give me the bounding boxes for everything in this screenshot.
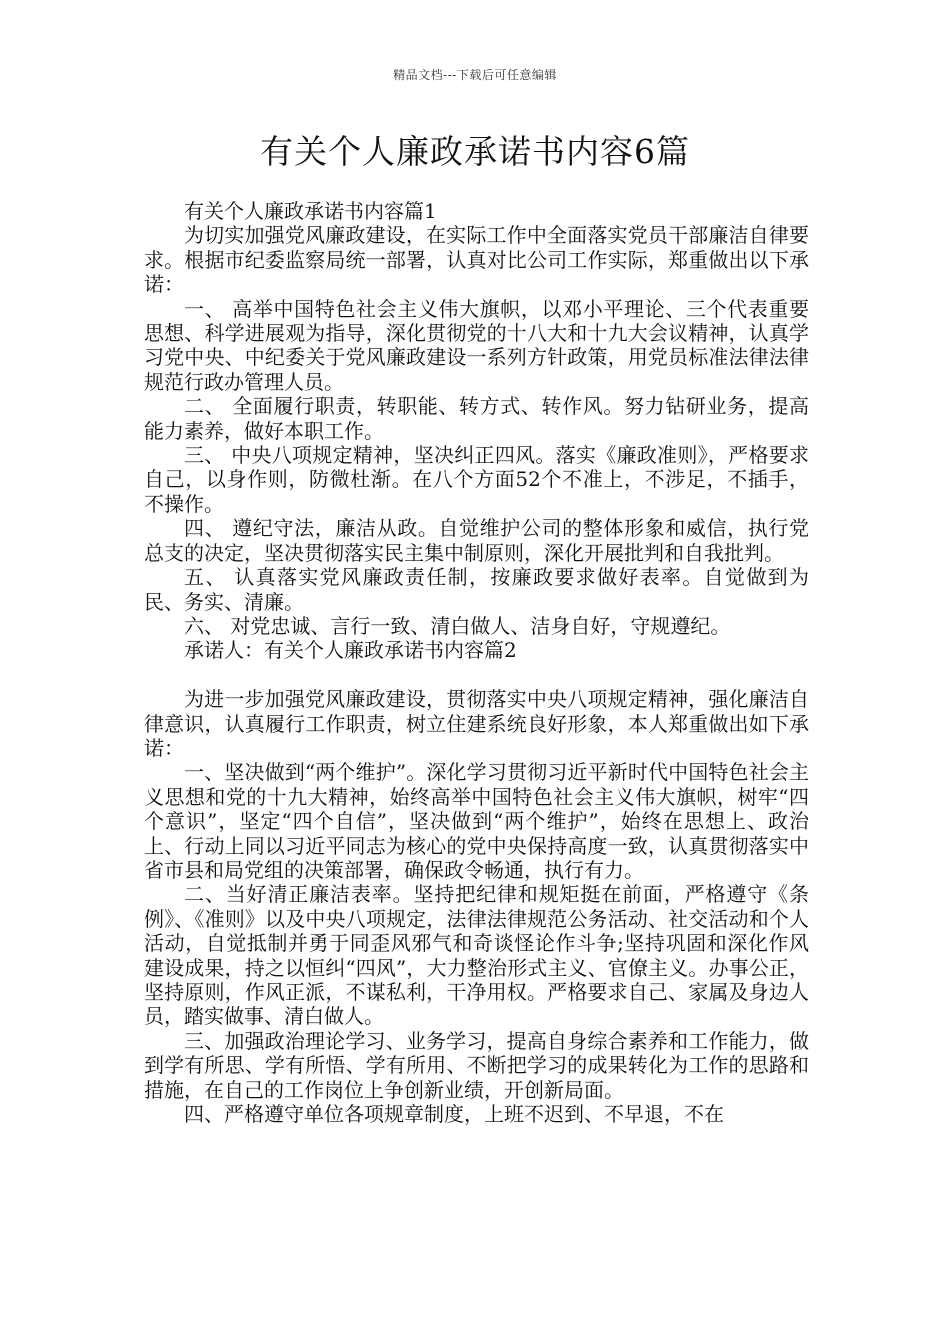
commitment-item: 四、严格遵守单位各项规章制度，上班不迟到、不早退，不在 [184,1102,724,1127]
section-heading-1: 有关个人廉政承诺书内容篇1 [184,199,437,223]
commitment-item: 六、 对党忠诚、言行一致、清白做人、洁身自好，守规遵纪。 [184,613,731,638]
paragraph: 为进一步加强党风廉政建设，贯彻落实中央八项规定精神，强化廉洁自律意识，认真履行工作职责，树立住建系统良好形象，本人郑重做出如下承诺： [144,687,809,760]
document-body [144,199,809,1126]
commitment-item: 一、 高举中国特色社会主义伟大旗帜，以邓小平理论、三个代表重要思想、科学进展观为指导，深化贯彻党的十八大和十九大会议精神，认真学习党中央、中纪委关于党风廉政建设一系列方针政策，用党员标准法律法律规范行政办管理人员。 [144,296,809,394]
commitment-item: 三、加强政治理论学习、业务学习，提高自身综合素养和工作能力，做到学有所思、学有所悟、学有所用、不断把学习的成果转化为工作的思路和措施，在自己的工作岗位上争创新业绩，开创新局面。 [144,1028,809,1102]
commitment-item: 五、 认真落实党风廉政责任制，按廉政要求做好表率。自觉做到为民、务实、清廉。 [144,565,809,614]
commitment-item: 四、 遵纪守法，廉洁从政。自觉维护公司的整体形象和威信，执行党总支的决定，坚决贯彻落实民主集中制原则，深化开展批判和自我批判。 [144,516,809,565]
commitment-item: 二、 全面履行职责，转职能、转方式、转作风。努力钻研业务，提高能力素养，做好本职工作。 [144,394,809,443]
header-note: 精品文档---下载后可任意编辑 [393,68,557,82]
signature-and-heading-2: 承诺人：有关个人廉政承诺书内容篇2 [184,638,517,663]
document-title: 有关个人廉政承诺书内容6篇 [260,132,690,171]
paragraph: 为切实加强党风廉政建设，在实际工作中全面落实党员干部廉洁自律要求。根据市纪委监察局统一部署，认真对比公司工作实际，郑重做出以下承诺： [144,223,809,297]
commitment-item: 三、 中央八项规定精神，坚决纠正四风。落实《廉政准则》，严格要求自己，以身作则，防微杜渐。在八个方面52个不准上，不涉足，不插手，不操作。 [144,443,809,516]
commitment-item: 二、当好清正廉洁表率。坚持把纪律和规矩挺在前面，严格遵守《条例》、《准则》以及中央八项规定，法律法律规范公务活动、社交活动和个人活动，自觉抵制并勇于同歪风邪气和奇谈怪论作斗争;坚持巩固和深化作风建设成果，持之以恒纠“四风”，大力整治形式主义、官僚主义。办事公正，坚持原则，作风正派，不谋私利，干净用权。严格要求自己、家属及身边人员，踏实做事、清白做人。 [144,882,809,1029]
blank-line [144,663,809,687]
commitment-item: 一、坚决做到“两个维护”。深化学习贯彻习近平新时代中国特色社会主义思想和党的十九大精神，始终高举中国特色社会主义伟大旗帜，树牢“四个意识”，坚定“四个自信”，坚决做到“两个维护”，始终在思想上、政治上、行动上同以习近平同志为核心的党中央保持高度一致，认真贯彻落实中省市县和局党组的决策部署，确保政令畅通，执行有力。 [144,760,809,882]
